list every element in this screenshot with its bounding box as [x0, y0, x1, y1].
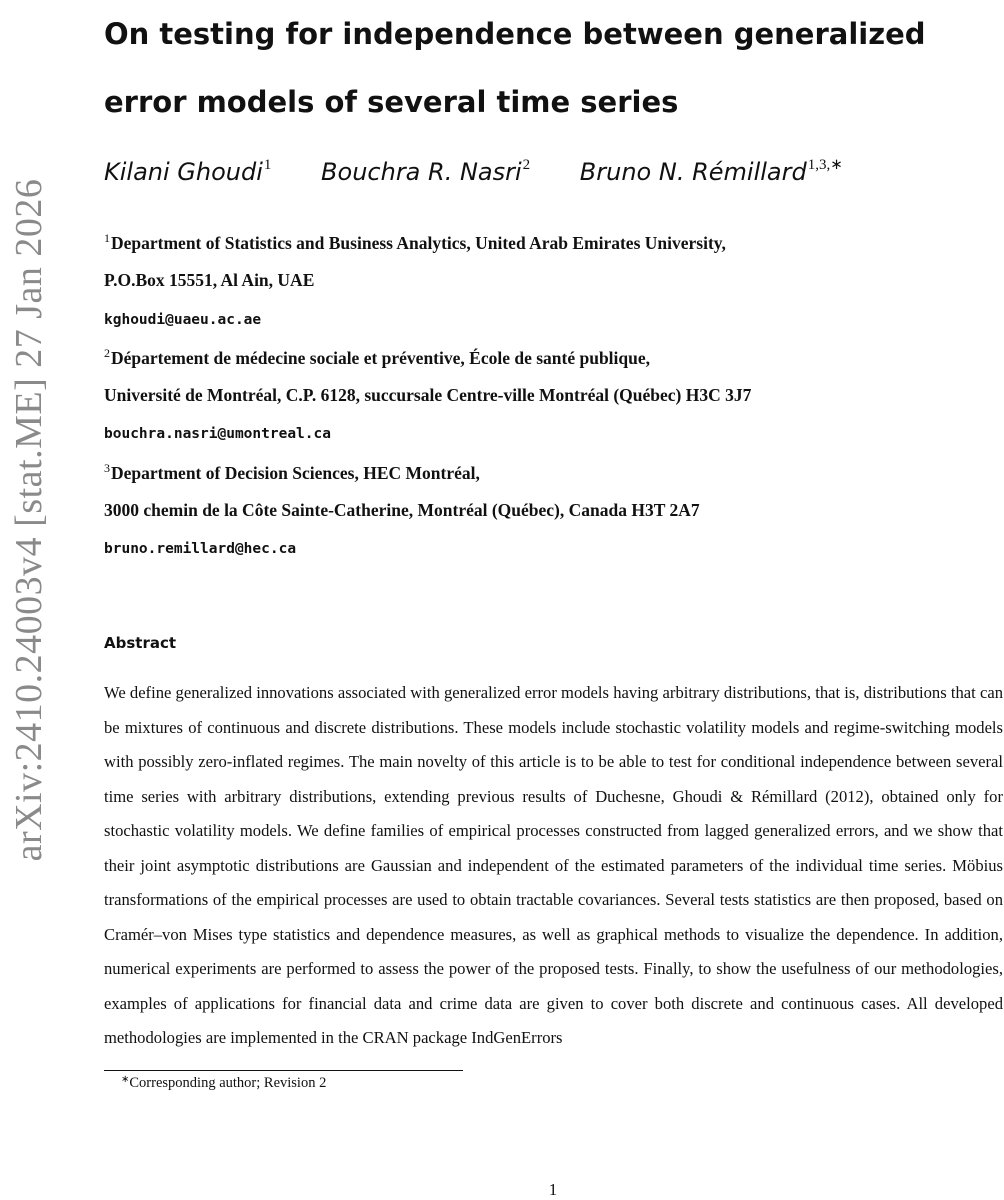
affiliation-text: Department of Decision Sciences, HEC Montréal,	[111, 463, 480, 483]
affiliation-1-line-1	[104, 231, 726, 254]
affiliation-2-line-2: Université de Montréal, C.P. 6128, succursale Centre-ville Montréal (Québec) H3C 3J7	[104, 385, 752, 405]
author-affiliation-mark: 2	[522, 157, 531, 173]
author-affiliation-mark: 1,3,∗	[807, 157, 843, 173]
affiliation-1-email[interactable]: kghoudi@uaeu.ac.ae	[104, 312, 262, 328]
affiliation-mark: 1	[104, 231, 110, 245]
affiliation-mark: 3	[104, 461, 110, 475]
affiliation-2-line-1	[104, 346, 650, 369]
author-name: Bruno N. Rémillard	[579, 158, 807, 186]
affiliation-1-line-2: P.O.Box 15551, Al Ain, UAE	[104, 270, 315, 290]
affiliation-mark: 2	[104, 346, 110, 360]
footnote-rule	[104, 1070, 463, 1071]
affiliation-text: Department of Statistics and Business Analytics, United Arab Emirates University,	[111, 233, 726, 253]
abstract-body: We define generalized innovations associated with generalized error models having arbitrary distributions, that is, distributions that can be mixtures of continuous and discrete distributions. These models include stochastic volatility models and regime-switching models with possibly zero-inflated regimes. The main novelty of this article is to be able to test for conditional independence between several time series with arbitrary distributions, extending previous results of Duchesne, Ghoudi & Rémillard (2012), obtained only for stochastic volatility models. We define families of empirical processes constructed from lagged generalized errors, and we show that their joint asymptotic distributions are Gaussian and independent of the estimated parameters of the individual time series. Möbius transformations of the empirical processes are used to obtain tractable covariances. Several tests statistics are then proposed, based on Cramér–von Mises type statistics and dependence measures, as well as graphical methods to visualize the dependence. In addition, numerical experiments are performed to assess the power of the proposed tests. Finally, to show the usefulness of our methodologies, examples of applications for financial data and crime data are given to cover both discrete and continuous cases. All developed methodologies are implemented in the CRAN package IndGenErrors	[104, 683, 1003, 1047]
arxiv-stamp-text: arXiv:2410.24003v4 [stat.ME] 27 Jan 2026	[8, 178, 50, 862]
affiliation-3-email[interactable]: bruno.remillard@hec.ca	[104, 541, 297, 557]
author-2	[321, 157, 530, 186]
footnote-mark: ∗	[121, 1074, 130, 1085]
author-name: Bouchra R. Nasri	[321, 158, 522, 186]
affiliation-2-email[interactable]: bouchra.nasri@umontreal.ca	[104, 426, 331, 442]
affiliation-3-line-1	[104, 461, 480, 484]
affiliation-3-line-2: 3000 chemin de la Côte Sainte-Catherine, Montréal (Québec), Canada H3T 2A7	[104, 500, 700, 520]
arxiv-identifier-stamp	[0, 0, 58, 1200]
abstract-heading: Abstract	[104, 634, 177, 652]
author-list	[104, 155, 885, 186]
author-name: Kilani Ghoudi	[104, 158, 263, 186]
author-3	[580, 155, 843, 186]
affiliation-text: Département de médecine sociale et préventive, École de santé publique,	[111, 348, 651, 368]
paper-title: On testing for independence between generalized error models of several time series	[104, 17, 926, 119]
footnote-text: Corresponding author; Revision 2	[129, 1075, 327, 1091]
author-affiliation-mark: 1	[263, 157, 272, 173]
author-1	[104, 157, 271, 186]
footnote	[121, 1074, 326, 1092]
page-number: 1	[548, 1180, 558, 1199]
